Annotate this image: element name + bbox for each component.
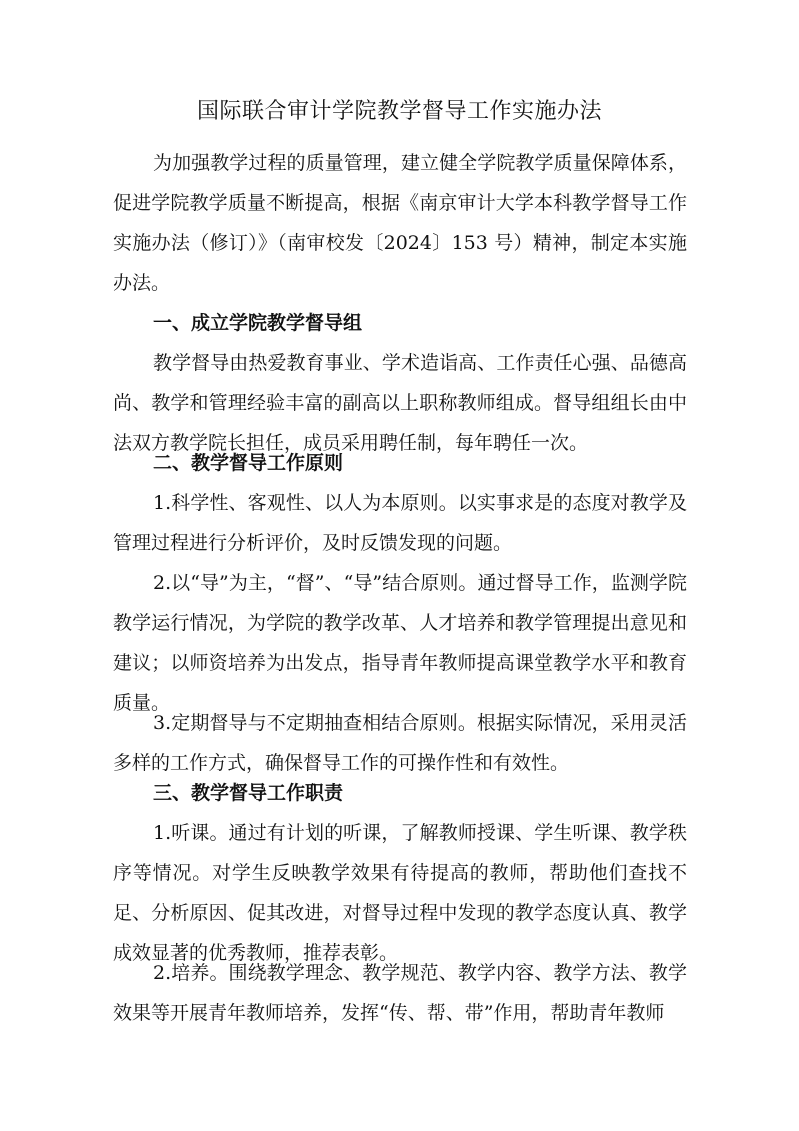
section-1-paragraph-1: 教学督导由热爱教育事业、学术造诣高、工作责任心强、品德高尚、教学和管理经验丰富的副高以上职称教师组成。督导组组长由中法双方教学院长担任，成员采用聘任制，每年聘任一次。 [113,352,687,454]
section-2-paragraph-1: 1.科学性、客观性、以人为本原则。以实事求是的态度对教学及管理过程进行分析评价，及时反馈发现的问题。 [113,492,687,554]
section-2-paragraph-3: 3.定期督导与不定期抽查相结合原则。根据实际情况，采用灵活多样的工作方式，确保督导工作的可操作性和有效性。 [113,712,687,774]
section-2-paragraph-2: 2.以“导”为主，“督”、“导”结合原则。通过督导工作，监测学院教学运行情况，为学院的教学改革、人才培养和教学管理提出意见和建议；以师资培养为出发点，指导青年教师提高课堂教学水平和教育质量。 [113,572,687,714]
document-title: 国际联合审计学院教学督导工作实施办法 [196,99,602,124]
section-3-paragraph-2: 2.培养。围绕教学理念、教学规范、教学内容、教学方法、教学效果等开展青年教师培养，发挥“传、帮、带”作用，帮助青年教师 [113,962,687,1024]
section-3-heading: 三、教学督导工作职责 [153,782,344,804]
section-1-heading: 一、成立学院教学督导组 [153,312,363,334]
section-3-paragraph-1: 1.听课。通过有计划的听课，了解教师授课、学生听课、教学秩序等情况。对学生反映教学效果有待提高的教师，帮助他们查找不足、分析原因、促其改进，对督导过程中发现的教学态度认真、教学成效显著的优秀教师，推荐表彰。 [113,822,687,964]
intro-paragraph: 为加强教学过程的质量管理，建立健全学院教学质量保障体系，促进学院教学质量不断提高，根据《南京审计大学本科教学督导工作实施办法（修订）》（南审校发〔2024〕153 号）精神，制定本实施办法。 [113,152,687,294]
section-2-heading: 二、教学督导工作原则 [153,452,344,474]
